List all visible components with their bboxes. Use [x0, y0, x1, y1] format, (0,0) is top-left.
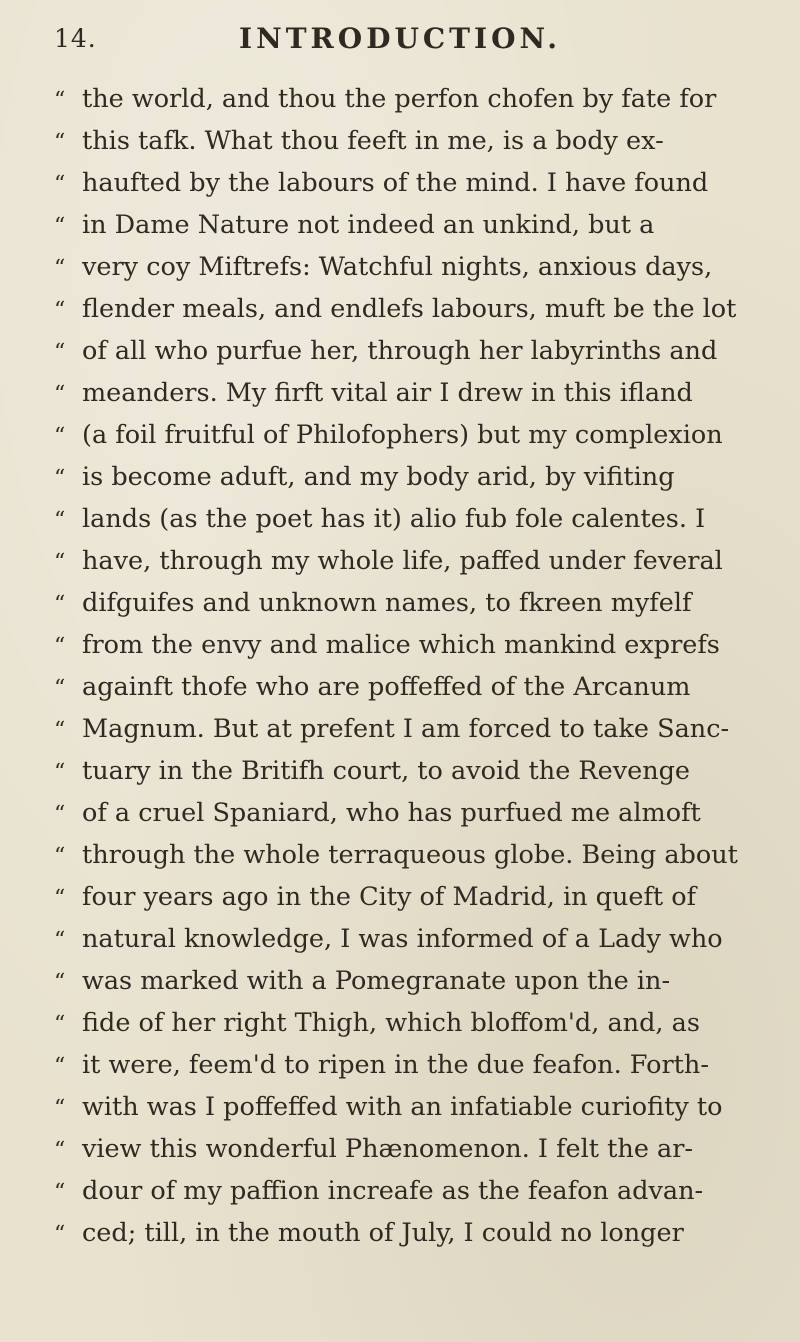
text-line: [54, 498, 784, 540]
text-line: [54, 162, 784, 204]
line-text: tuary in the Britifh court, to avoid the Revenge: [82, 756, 691, 786]
page-header: [54, 20, 774, 60]
quote-mark: “: [54, 1180, 66, 1205]
line-text: from the envy and malice which mankind exprefs: [82, 630, 720, 660]
text-line: [54, 1128, 784, 1170]
text-line: [54, 918, 784, 960]
line-text: againft thofe who are poffeffed of the Arcanum: [82, 672, 691, 702]
line-text: of a cruel Spaniard, who has purfued me almoft: [82, 798, 701, 828]
text-line: [54, 1002, 784, 1044]
text-line: [54, 1044, 784, 1086]
line-text: Magnum. But at prefent I am forced to take Sanc-: [82, 714, 730, 744]
text-line: [54, 330, 784, 372]
quote-mark: “: [54, 676, 66, 701]
quote-mark: “: [54, 214, 66, 239]
running-head: INTRODUCTION.: [239, 22, 562, 55]
quote-mark: “: [54, 970, 66, 995]
quote-mark: “: [54, 340, 66, 365]
text-line: [54, 750, 784, 792]
line-text: (a foil fruitful of Philofophers) but my complexion: [82, 420, 723, 450]
quote-mark: “: [54, 802, 66, 827]
text-line: [54, 288, 784, 330]
text-line: [54, 78, 784, 120]
quote-mark: “: [54, 382, 66, 407]
line-text: flender meals, and endlefs labours, muft be the lot: [82, 294, 737, 324]
line-text: through the whole terraqueous globe. Being about: [82, 840, 738, 870]
quote-mark: “: [54, 844, 66, 869]
text-line: [54, 1212, 784, 1254]
line-text: was marked with a Pomegranate upon the in-: [82, 966, 671, 996]
text-line: [54, 624, 784, 666]
quote-mark: “: [54, 424, 66, 449]
quote-mark: “: [54, 718, 66, 743]
line-text: fide of her right Thigh, which bloffom'd, and, as: [82, 1008, 700, 1038]
line-text: this tafk. What thou feeft in me, is a body ex-: [82, 126, 664, 156]
quote-mark: “: [54, 592, 66, 617]
text-line: [54, 456, 784, 498]
line-text: difguifes and unknown names, to fkreen myfelf: [82, 588, 692, 618]
line-text: haufted by the labours of the mind. I have found: [82, 168, 709, 198]
line-text: it were, feem'd to ripen in the due feafon. Forth-: [82, 1050, 709, 1080]
text-line: [54, 372, 784, 414]
line-text: natural knowledge, I was informed of a Lady who: [82, 924, 723, 954]
quote-mark: “: [54, 760, 66, 785]
body-text: [54, 78, 784, 1254]
text-line: [54, 414, 784, 456]
page-number: 14.: [54, 24, 97, 53]
quote-mark: “: [54, 550, 66, 575]
quote-mark: “: [54, 634, 66, 659]
line-text: in Dame Nature not indeed an unkind, but a: [82, 210, 655, 240]
text-line: [54, 1086, 784, 1128]
line-text: the world, and thou the perfon chofen by fate for: [82, 84, 717, 114]
quote-mark: “: [54, 508, 66, 533]
line-text: have, through my whole life, paffed under feveral: [82, 546, 723, 576]
text-line: [54, 540, 784, 582]
quote-mark: “: [54, 298, 66, 323]
line-text: with was I poffeffed with an infatiable curiofity to: [82, 1092, 723, 1122]
text-line: [54, 1170, 784, 1212]
quote-mark: “: [54, 1222, 66, 1247]
text-line: [54, 204, 784, 246]
line-text: meanders. My firft vital air I drew in this ifland: [82, 378, 693, 408]
quote-mark: “: [54, 88, 66, 113]
quote-mark: “: [54, 466, 66, 491]
quote-mark: “: [54, 172, 66, 197]
text-line: [54, 582, 784, 624]
line-text: lands (as the poet has it) alio fub fole calentes. I: [82, 504, 706, 534]
quote-mark: “: [54, 1054, 66, 1079]
line-text: very coy Miftrefs: Watchful nights, anxious days,: [82, 252, 713, 282]
text-line: [54, 246, 784, 288]
text-line: [54, 708, 784, 750]
quote-mark: “: [54, 130, 66, 155]
quote-mark: “: [54, 1138, 66, 1163]
text-line: [54, 792, 784, 834]
line-text: view this wonderful Phænomenon. I felt the ar-: [82, 1134, 694, 1164]
quote-mark: “: [54, 1012, 66, 1037]
quote-mark: “: [54, 1096, 66, 1121]
text-line: [54, 960, 784, 1002]
quote-mark: “: [54, 256, 66, 281]
line-text: ced; till, in the mouth of July, I could no longer: [82, 1218, 684, 1248]
text-line: [54, 120, 784, 162]
text-line: [54, 666, 784, 708]
line-text: of all who purfue her, through her labyrinths and: [82, 336, 718, 366]
line-text: is become aduft, and my body arid, by vifiting: [82, 462, 675, 492]
line-text: four years ago in the City of Madrid, in queft of: [82, 882, 697, 912]
line-text: dour of my paffion increafe as the feafon advan-: [82, 1176, 704, 1206]
quote-mark: “: [54, 928, 66, 953]
text-line: [54, 876, 784, 918]
quote-mark: “: [54, 886, 66, 911]
text-line: [54, 834, 784, 876]
